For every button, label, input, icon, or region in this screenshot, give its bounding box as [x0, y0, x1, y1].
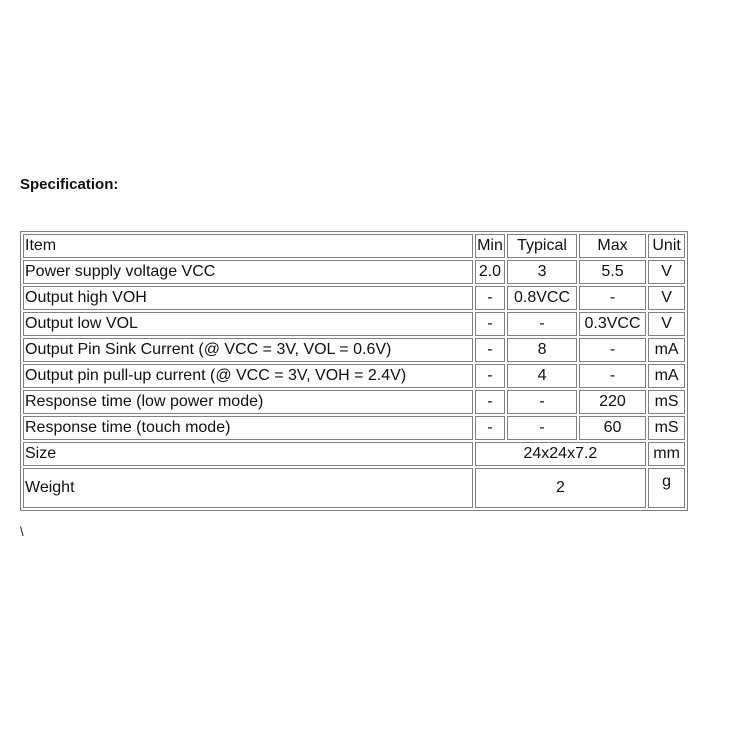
- row-typical: -: [507, 390, 576, 414]
- row-item: Output pin pull-up current (@ VCC = 3V, VOH = 2.4V): [23, 364, 473, 388]
- row-min: -: [475, 286, 506, 310]
- row-min: -: [475, 416, 506, 440]
- row-max: -: [579, 364, 646, 388]
- row-max: 60: [579, 416, 646, 440]
- row-typical: 3: [507, 260, 576, 284]
- weight-row: [23, 468, 685, 508]
- table-row: [23, 390, 685, 414]
- row-max: -: [579, 286, 646, 310]
- row-item: Output low VOL: [23, 312, 473, 336]
- table-header-row: [23, 234, 685, 258]
- row-max: 5.5: [579, 260, 646, 284]
- row-min: 2.0: [475, 260, 506, 284]
- size-unit: mm: [648, 442, 685, 466]
- weight-value: 2: [475, 468, 647, 508]
- weight-label: Weight: [23, 468, 473, 508]
- row-item: Output Pin Sink Current (@ VCC = 3V, VOL = 0.6V): [23, 338, 473, 362]
- table-row: [23, 312, 685, 336]
- table-row: [23, 338, 685, 362]
- row-max: 0.3VCC: [579, 312, 646, 336]
- header-min: Min: [475, 234, 506, 258]
- row-typical: 4: [507, 364, 576, 388]
- header-item: Item: [23, 234, 473, 258]
- header-unit: Unit: [648, 234, 685, 258]
- row-typical: 8: [507, 338, 576, 362]
- row-item: Power supply voltage VCC: [23, 260, 473, 284]
- weight-unit: g: [648, 468, 685, 508]
- row-unit: V: [648, 286, 685, 310]
- row-unit: V: [648, 260, 685, 284]
- row-typical: -: [507, 416, 576, 440]
- row-max: 220: [579, 390, 646, 414]
- row-typical: -: [507, 312, 576, 336]
- row-unit: mS: [648, 416, 685, 440]
- row-unit: mA: [648, 338, 685, 362]
- size-value: 24x24x7.2: [475, 442, 647, 466]
- row-min: -: [475, 364, 506, 388]
- table-row: [23, 364, 685, 388]
- size-row: [23, 442, 685, 466]
- row-unit: mS: [648, 390, 685, 414]
- row-max: -: [579, 338, 646, 362]
- row-unit: V: [648, 312, 685, 336]
- table-row: [23, 286, 685, 310]
- table-row: [23, 260, 685, 284]
- row-min: -: [475, 312, 506, 336]
- row-unit: mA: [648, 364, 685, 388]
- row-item: Response time (touch mode): [23, 416, 473, 440]
- header-max: Max: [579, 234, 646, 258]
- header-typical: Typical: [507, 234, 576, 258]
- row-typical: 0.8VCC: [507, 286, 576, 310]
- spec-heading: Specification:: [20, 176, 119, 193]
- row-min: -: [475, 338, 506, 362]
- row-item: Output high VOH: [23, 286, 473, 310]
- trailing-backslash: \: [20, 524, 24, 539]
- table-row: [23, 416, 685, 440]
- size-label: Size: [23, 442, 473, 466]
- row-min: -: [475, 390, 506, 414]
- row-item: Response time (low power mode): [23, 390, 473, 414]
- spec-table: [20, 231, 688, 511]
